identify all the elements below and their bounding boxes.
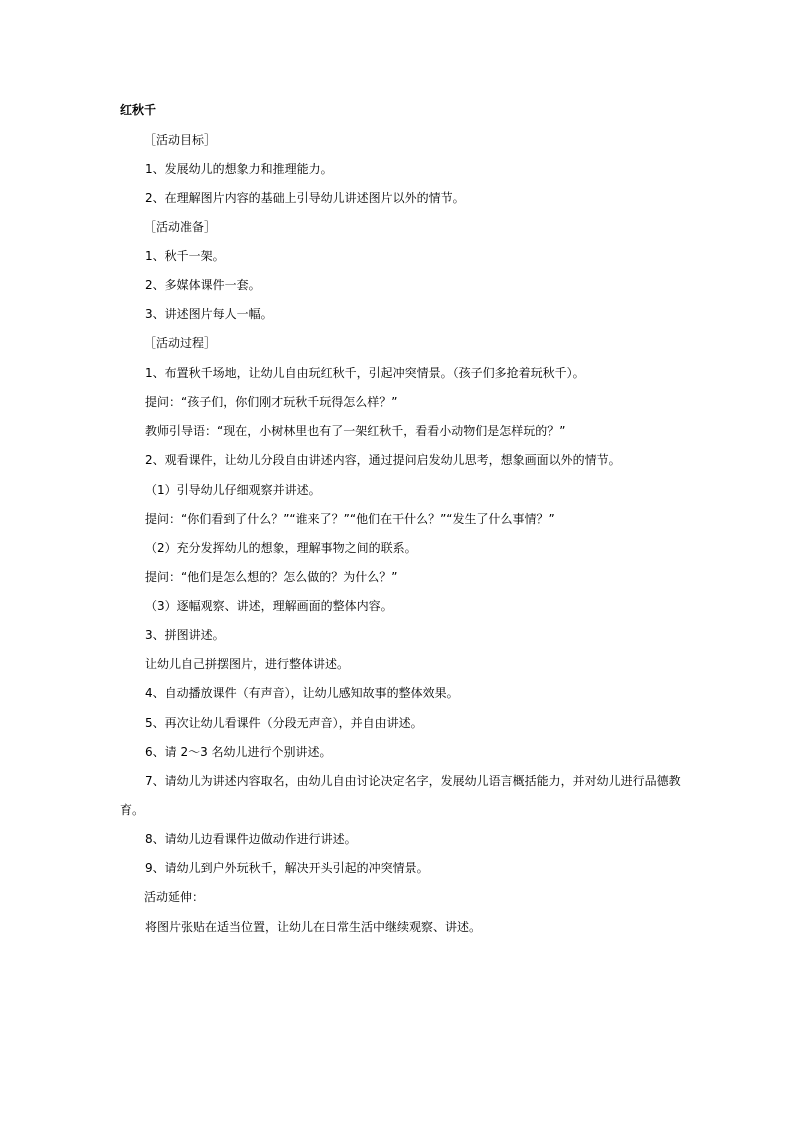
process-step-8: 8、请幼儿边看课件边做动作进行讲述。 (145, 832, 357, 846)
section-heading-extension: 活动延伸： (144, 890, 205, 904)
process-step-1: 1、布置秋千场地，让幼儿自由玩红秋千，引起冲突情景。（孩子们多抢着玩秋千）。 (145, 366, 585, 380)
section-heading-process: ［活动过程］ (144, 336, 217, 350)
process-step-7: 7、请幼儿为讲述内容取名，由幼儿自由讨论决定名字，发展幼儿语言概括能力，并对幼儿进行品德教 (145, 774, 681, 788)
process-step-3-detail: 让幼儿自己拼摆图片，进行整体讲述。 (145, 657, 350, 671)
process-step-2: 2、观看课件，让幼儿分段自由讲述内容，通过提问启发幼儿思考，想象画面以外的情节。 (145, 453, 621, 467)
process-substep-3: （3）逐幅观察、讲述，理解画面的整体内容。 (145, 599, 393, 613)
goal-item-2: 2、在理解图片内容的基础上引导幼儿讲述图片以外的情节。 (145, 191, 465, 205)
process-step-9: 9、请幼儿到户外玩秋千，解决开头引起的冲突情景。 (145, 861, 429, 875)
process-step-7-continued: 育。 (120, 803, 145, 817)
process-step-5: 5、再次让幼儿看课件（分段无声音），并自由讲述。 (145, 716, 423, 730)
process-step-4: 4、自动播放课件（有声音），让幼儿感知故事的整体效果。 (145, 686, 459, 700)
process-question-1: 提问：“孩子们，你们刚才玩秋千玩得怎么样？” (145, 395, 398, 409)
process-substep-1: （1）引导幼儿仔细观察并讲述。 (145, 483, 321, 497)
section-heading-goals: ［活动目标］ (144, 133, 217, 147)
document-title: 红秋千 (120, 103, 157, 117)
process-teacher-guide: 教师引导语：“现在，小树林里也有了一架红秋千，看看小动物们是怎样玩的？” (145, 424, 566, 438)
goal-item-1: 1、发展幼儿的想象力和推理能力。 (145, 162, 333, 176)
process-substep-2: （2）充分发挥幼儿的想象，理解事物之间的联系。 (145, 541, 417, 555)
extension-item: 将图片张贴在适当位置，让幼儿在日常生活中继续观察、讲述。 (145, 920, 482, 934)
process-question-3: 提问：“他们是怎么想的？怎么做的？为什么？” (145, 570, 398, 584)
section-heading-preparation: ［活动准备］ (144, 220, 217, 234)
process-question-2: 提问：“你们看到了什么？”“谁来了？”“他们在干什么？”“发生了什么事情？” (145, 512, 555, 526)
process-step-3: 3、拼图讲述。 (145, 628, 225, 642)
preparation-item-3: 3、讲述图片每人一幅。 (145, 307, 273, 321)
preparation-item-1: 1、秋千一架。 (145, 249, 225, 263)
process-step-6: 6、请 2～3 名幼儿进行个别讲述。 (145, 745, 332, 759)
preparation-item-2: 2、多媒体课件一套。 (145, 278, 261, 292)
